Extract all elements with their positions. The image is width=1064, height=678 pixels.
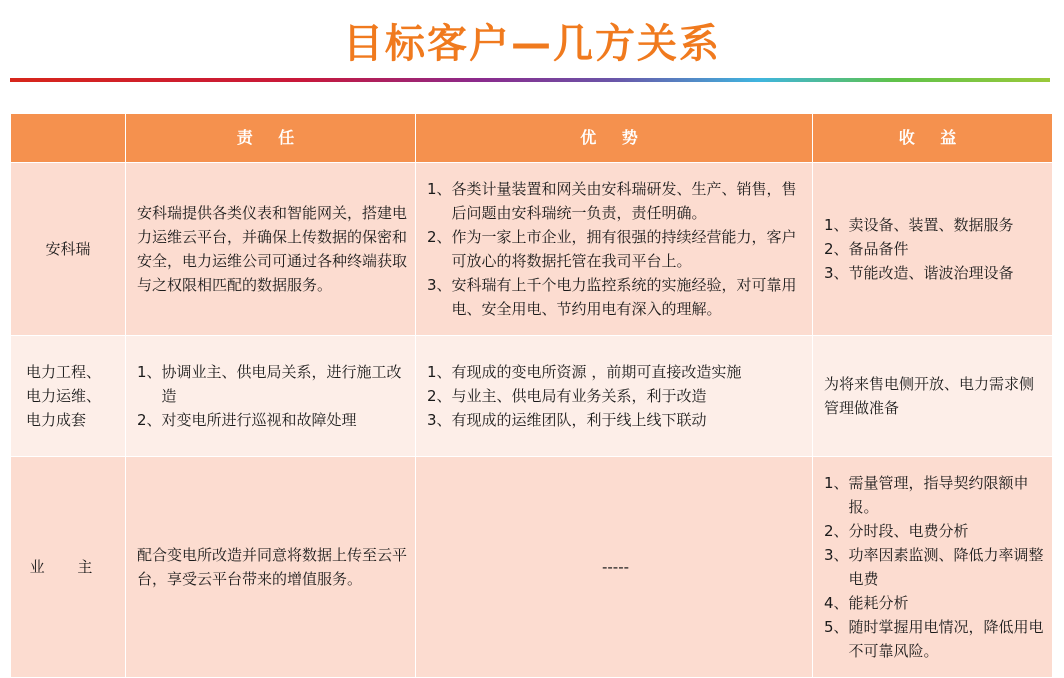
list-item: 3、 功率因素监测、降低力率调整电费 bbox=[824, 546, 1044, 588]
list-item: 4、 能耗分析 bbox=[824, 594, 909, 612]
list-item: 3、 有现成的运维团队，利于线上线下联动 bbox=[427, 411, 707, 429]
table-row bbox=[11, 336, 1053, 457]
party-cell: 安科瑞 bbox=[11, 163, 126, 336]
party-cell: 电力工程、电力运维、电力成套 bbox=[11, 336, 126, 457]
responsibility-cell bbox=[126, 457, 416, 678]
list-item: 1、 需量管理，指导契约限额申报。 bbox=[824, 474, 1029, 516]
header-benefits: 收 益 bbox=[813, 114, 1053, 163]
table-header-row bbox=[11, 114, 1053, 163]
list-item: 2、 分时段、电费分析 bbox=[824, 522, 969, 540]
benefits-cell bbox=[813, 336, 1053, 457]
list-item: 2、 作为一家上市企业，拥有很强的持续经营能力，客户可放心的将数据托管在我司平台上。 bbox=[427, 228, 797, 270]
responsibility-cell bbox=[126, 163, 416, 336]
list-item: 1、 卖设备、装置、数据服务 bbox=[824, 216, 1014, 234]
list-item: 3、 节能改造、谐波治理设备 bbox=[824, 264, 1014, 282]
advantages-cell: ----- bbox=[416, 457, 813, 678]
advantages-cell bbox=[416, 336, 813, 457]
title-divider bbox=[10, 78, 1050, 82]
list-item: 2、 对变电所进行巡视和故障处理 bbox=[137, 411, 357, 429]
responsibility-text: 安科瑞提供各类仪表和智能网关，搭建电力运维云平台，并确保上传数据的保密和安全，电力运维公司可通过各种终端获取与之权限相匹配的数据服务。 bbox=[137, 204, 408, 294]
list-item: 2、 备品备件 bbox=[824, 240, 909, 258]
header-advantages: 优 势 bbox=[416, 114, 813, 163]
table-row bbox=[11, 457, 1053, 678]
benefits-text: 为将来售电侧开放、电力需求侧管理做准备 bbox=[824, 375, 1035, 417]
header-responsibility: 责 任 bbox=[126, 114, 416, 163]
advantages-cell bbox=[416, 163, 813, 336]
list-item: 3、 安科瑞有上千个电力监控系统的实施经验，对可靠用电、安全用电、节约用电有深入的理解。 bbox=[427, 276, 797, 318]
list-item: 2、 与业主、供电局有业务关系，利于改造 bbox=[427, 387, 707, 405]
benefits-cell bbox=[813, 457, 1053, 678]
header-party bbox=[11, 114, 126, 163]
list-item: 1、 有现成的变电所资源 ，前期可直接改造实施 bbox=[427, 363, 742, 381]
party-cell: 业 主 bbox=[11, 457, 126, 678]
responsibility-cell bbox=[126, 336, 416, 457]
list-item: 5、 随时掌握用电情况，降低用电不可靠风险。 bbox=[824, 618, 1044, 660]
relationship-table bbox=[10, 113, 1053, 678]
list-item: 1、 协调业主、供电局关系，进行施工改造 bbox=[137, 363, 402, 405]
page-title: 目标客户—几方关系 bbox=[343, 21, 721, 67]
responsibility-text: 配合变电所改造并同意将数据上传至云平台，享受云平台带来的增值服务。 bbox=[137, 546, 408, 588]
table-row bbox=[11, 163, 1053, 336]
benefits-cell bbox=[813, 163, 1053, 336]
list-item: 1、 各类计量装置和网关由安科瑞研发、生产、销售，售后问题由安科瑞统一负责，责任明确。 bbox=[427, 180, 797, 222]
